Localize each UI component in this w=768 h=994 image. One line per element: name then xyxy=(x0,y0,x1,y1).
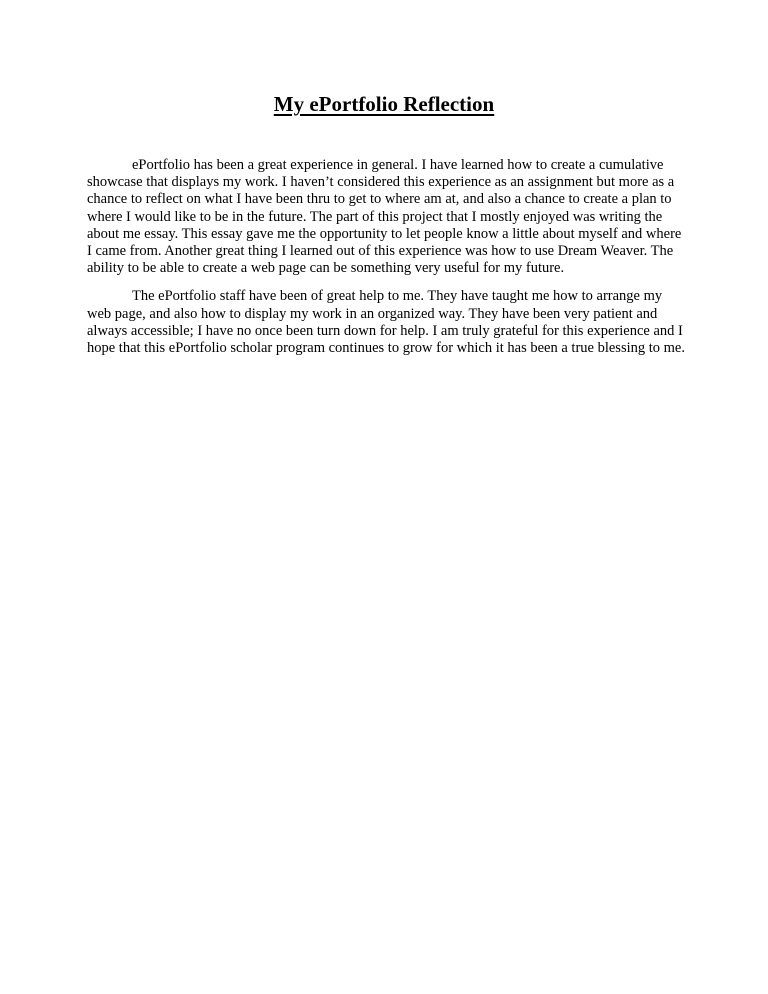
paragraph-1: ePortfolio has been a great experience in general. I have learned how to create a cumulative showcase that displays my work. I haven’t considered this experience as an assignment but more as a chance to reflect on what I have been thru to get to where am at, and also a chance to create a plan to where I would like to be in the future. The part of this project that I mostly enjoyed was writing the about me essay. This essay gave me the opportunity to let people know a little about myself and where I came from. Another great thing I learned out of this experience was how to use Dream Weaver. The ability to be able to create a web page can be something very useful for my future. xyxy=(87,157,682,277)
document-body xyxy=(87,157,687,368)
paragraph-2: The ePortfolio staff have been of great help to me. They have taught me how to arrange my web page, and also how to display my work in an organized way. They have been very patient and always accessible; I have no once been turn down for help. I am truly grateful for this experience and I hope that this ePortfolio scholar program continues to grow for which it has been a true blessing to me. xyxy=(87,288,685,357)
document-title: My ePortfolio Reflection xyxy=(273,92,495,116)
